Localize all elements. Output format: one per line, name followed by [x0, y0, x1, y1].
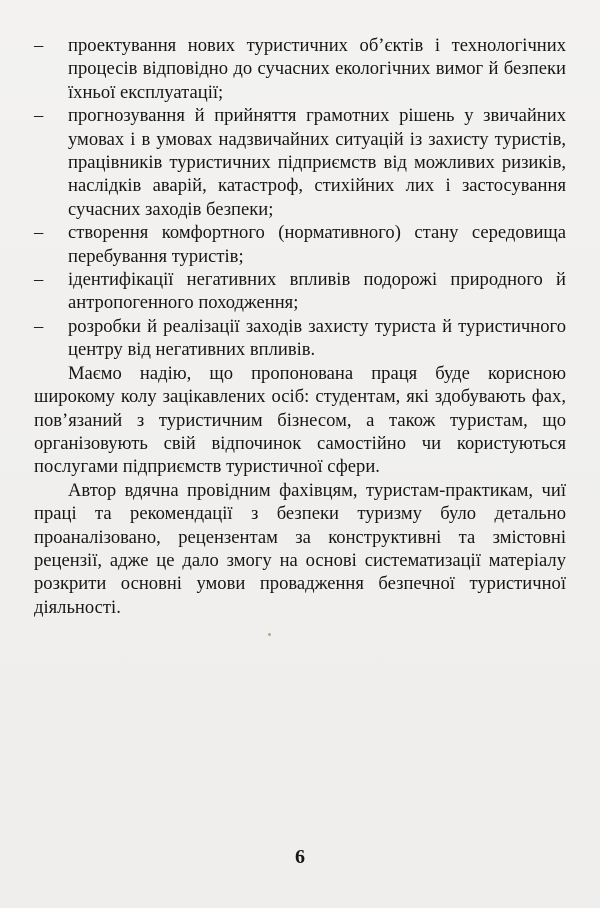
list-item-text: проектування нових туристичних об’єктів і технологічних процесів відповідно до сучасних екологічних вимог й безпеки їхньої експлуатації; — [68, 35, 566, 103]
list-dash: – — [34, 269, 44, 291]
list-dash: – — [34, 105, 44, 127]
list-item-text: створення комфортного (нормативного) стану середовища перебування туристів; — [68, 222, 566, 267]
list-item — [34, 221, 566, 268]
list-item — [34, 268, 566, 315]
list-item — [34, 104, 566, 221]
paragraph-acknowledgements: Автор вдячна провідним фахівцям, туристам-практикам, чиї праці та рекомендації з безпеки туризму було детально проаналізовано, рецензентам за конструктивні та змістовні рецензії, адже це дало змогу на основі систематизації матеріалу розкрити основні умови провадження безпечної туристичної діяльності. — [34, 479, 566, 618]
paragraph-audience: Маємо надію, що пропонована праця буде корисною широкому колу зацікавлених осіб: студентам, які здобувають фах, пов’язаний з туристичним бізнесом, а також туристам, що організовують свій відпочинок самостійно чи користуються послугами підприємств туристичної сфери. — [34, 362, 566, 478]
list-item-text: розробки й реалізації заходів захисту туриста й туристичного центру від негативних впливів. — [68, 315, 566, 361]
list-item — [34, 34, 566, 104]
list-dash: – — [34, 222, 44, 244]
page-number: 6 — [295, 846, 305, 868]
list-dash: – — [34, 35, 44, 56]
page-body — [34, 34, 566, 619]
list-item-text: прогнозування й прийняття грамотних рішень у звичайних умовах і в умовах надзвичайних ситуацій із захисту туристів, працівників туристичних підприємств від можливих ризиків, наслідків аварій, катастроф, стихійних лих і застосування сучасних заходів безпеки; — [68, 105, 566, 220]
list-item-text: ідентифікації негативних впливів подорожі природного й антропогенного походження; — [68, 269, 566, 314]
list-item — [34, 315, 566, 362]
paper-speck — [268, 633, 271, 636]
list-dash: – — [34, 315, 44, 337]
